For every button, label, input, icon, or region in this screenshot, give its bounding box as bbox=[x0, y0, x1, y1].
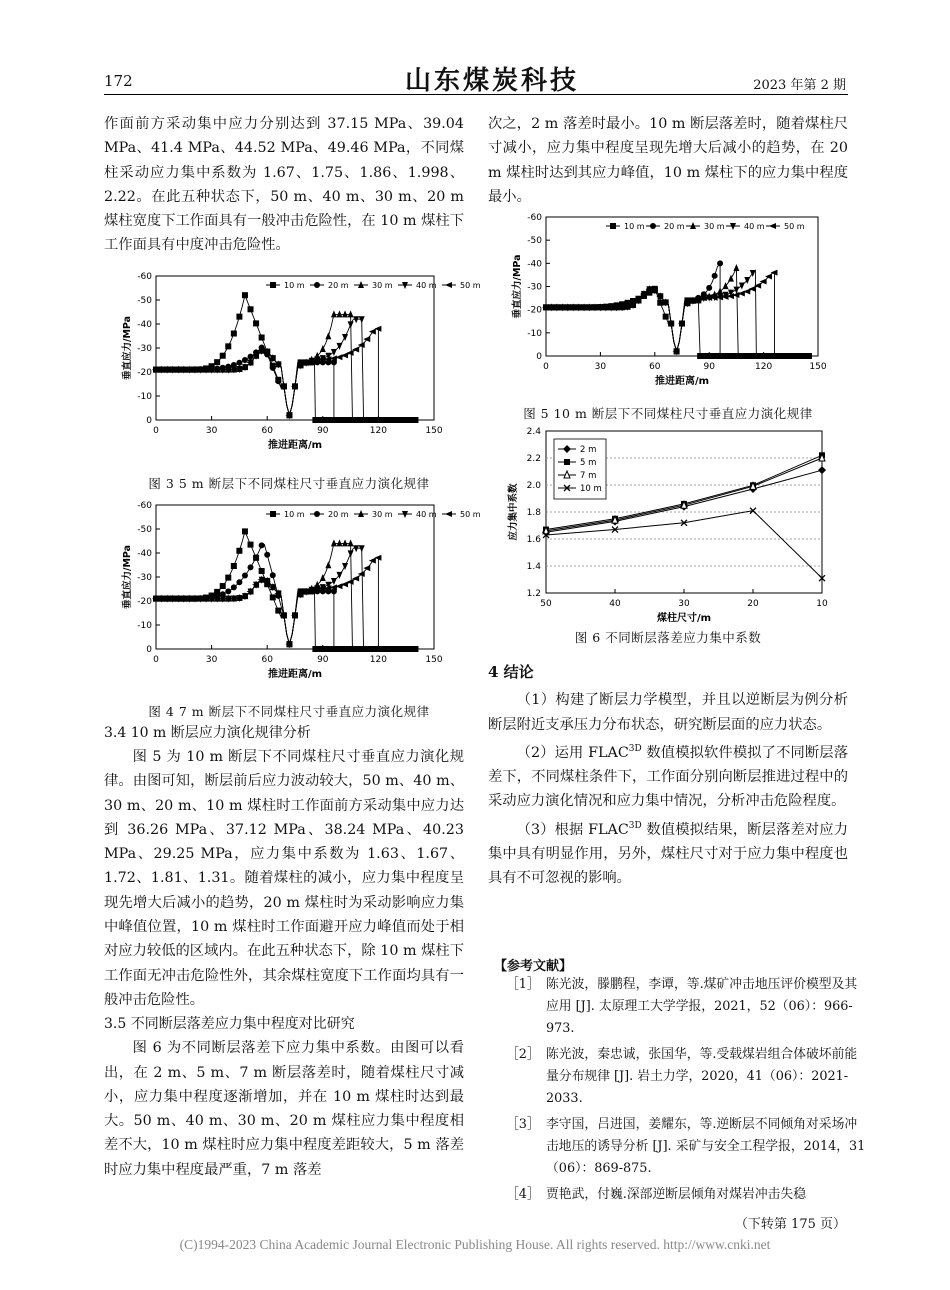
y-tick-label: -30 bbox=[137, 344, 152, 354]
x-tick-label: 120 bbox=[369, 655, 387, 665]
x-tick-label: 40 bbox=[609, 599, 621, 609]
y-tick-label: -60 bbox=[137, 272, 152, 282]
data-point bbox=[236, 579, 242, 585]
data-point bbox=[363, 336, 370, 342]
x-tick-label: 60 bbox=[649, 362, 661, 372]
data-point bbox=[236, 314, 242, 320]
figure-4-caption: 图 4 7 m 断层下不同煤柱尺寸垂直应力演化规律 bbox=[148, 704, 430, 719]
legend-label: 30 m bbox=[372, 281, 393, 290]
data-point bbox=[325, 332, 331, 339]
x-tick-label: 120 bbox=[369, 426, 387, 436]
y-tick-label: 0 bbox=[536, 352, 542, 362]
y-tick-label: 2.4 bbox=[526, 427, 541, 437]
data-point bbox=[353, 545, 359, 552]
zero-point bbox=[806, 353, 812, 359]
zero-point bbox=[412, 417, 418, 423]
copyright-footer: (C)1994-2023 China Academic Journal Electronic Publishing House. All rights reserved. http://www.cnki.net bbox=[179, 1237, 771, 1252]
data-point bbox=[225, 575, 231, 581]
y-tick-label: -30 bbox=[137, 573, 152, 583]
x-tick-label: 90 bbox=[703, 362, 715, 372]
figure-6-caption: 图 6 不同断层落差应力集中系数 bbox=[574, 630, 762, 645]
legend-label: 10 m bbox=[580, 484, 602, 494]
x-tick-label: 30 bbox=[205, 655, 218, 665]
left-para-1 bbox=[104, 112, 464, 258]
data-point bbox=[231, 584, 237, 590]
data-point bbox=[320, 345, 326, 352]
data-point bbox=[236, 360, 242, 366]
paragraph: 图 5 为 10 m 断层下不同煤柱尺寸垂直应力演化规律。由图可知，断层前后应力波动较大，50 m、40 m、30 m、20 m、10 m 煤柱时工作面前方采动集中应力达到 36.26 MPa、37.12 MPa、38.24 MPa、40.23 MPa、29.25 MPa，应力集中系数为 1.63、1.67、1.72、1.81、1.31。随着煤柱的减小，应力集中程度呈现先增大后减小的趋势，20 m 煤柱时为采动影响应力集中峰值位置，10 m 煤柱时工作面避开应力峰值而处于相对应力较低的区域内。在此五种状态下，除 10 m 煤柱下工作面无冲击危险性外，其余煤柱宽度下工作面均具有一般冲击危险性。 bbox=[104, 749, 464, 1008]
series-line bbox=[546, 289, 700, 356]
x-tick-label: 150 bbox=[425, 655, 443, 665]
plot-frame bbox=[546, 217, 818, 356]
data-point bbox=[253, 554, 259, 560]
plot-frame bbox=[156, 505, 434, 649]
data-point bbox=[818, 466, 826, 474]
y-tick-label: -60 bbox=[527, 213, 542, 223]
x-axis-label: 推进距离/m bbox=[654, 376, 710, 387]
data-point bbox=[331, 349, 337, 356]
reference-item: ［1］ 陈光波，滕鹏程，李谭，等.煤矿冲击地压评价模型及其应用 [J]. 太原理工大学学报，2021，52（06）：966-973. bbox=[506, 977, 858, 1036]
y-tick-label: -10 bbox=[527, 328, 542, 339]
x-axis-label: 推进距离/m bbox=[267, 669, 323, 680]
references-title: 【参考文献】 bbox=[494, 959, 573, 974]
right-para-1 bbox=[488, 112, 848, 209]
data-point bbox=[331, 539, 337, 546]
data-point bbox=[270, 365, 276, 371]
data-point bbox=[259, 335, 265, 341]
legend-marker bbox=[270, 511, 276, 517]
data-point bbox=[248, 306, 254, 312]
legend-label: 2 m bbox=[580, 445, 597, 455]
data-point bbox=[657, 300, 663, 306]
data-point bbox=[248, 542, 254, 548]
header-rule bbox=[104, 94, 848, 95]
y-tick-label: -20 bbox=[137, 368, 152, 378]
data-point bbox=[363, 565, 370, 571]
continued-note: （下转第 175 页） bbox=[734, 1217, 846, 1232]
data-point bbox=[348, 539, 354, 546]
y-tick-label: -60 bbox=[137, 501, 152, 511]
legend-label: 10 m bbox=[284, 281, 305, 290]
y-tick-label: -50 bbox=[527, 236, 542, 247]
reference-item: ［4］ 贾艳武，付巍.深部逆断层倾角对煤岩冲击失稳 bbox=[506, 1187, 807, 1202]
data-point bbox=[253, 320, 259, 326]
data-point bbox=[231, 331, 237, 337]
data-point bbox=[275, 378, 281, 384]
legend-marker bbox=[314, 511, 320, 517]
y-tick-label: 0 bbox=[146, 645, 152, 655]
data-point bbox=[336, 310, 342, 317]
x-tick-label: 0 bbox=[543, 362, 549, 372]
page-number: 172 bbox=[104, 72, 133, 90]
data-point bbox=[342, 539, 348, 546]
legend-label: 50 m bbox=[460, 510, 481, 519]
y-tick-label: -20 bbox=[527, 305, 542, 316]
data-point bbox=[331, 578, 337, 585]
legend-marker bbox=[610, 223, 616, 229]
zero-point bbox=[412, 646, 418, 652]
issue-label: 2023 年第 2 期 bbox=[753, 78, 846, 93]
x-axis-label: 推进距离/m bbox=[267, 440, 323, 451]
x-tick-label: 20 bbox=[747, 599, 759, 609]
series-line bbox=[546, 270, 756, 356]
series-line bbox=[546, 511, 822, 578]
legend-label: 10 m bbox=[284, 510, 305, 519]
legend-label: 20 m bbox=[328, 510, 349, 519]
x-tick-label: 30 bbox=[205, 426, 218, 436]
y-tick-label: -30 bbox=[527, 282, 542, 293]
figure-4-chart bbox=[104, 497, 481, 697]
x-tick-label: 150 bbox=[425, 426, 443, 436]
y-tick-label: 2.2 bbox=[526, 454, 541, 464]
data-point bbox=[733, 264, 739, 271]
data-point bbox=[264, 552, 270, 558]
section-heading: 4 结论 bbox=[488, 663, 534, 681]
y-tick-label: -40 bbox=[137, 549, 152, 559]
data-point bbox=[270, 572, 276, 578]
y-tick-label: 1.8 bbox=[526, 508, 541, 518]
x-tick-label: 150 bbox=[809, 362, 827, 372]
y-tick-label: -20 bbox=[137, 597, 152, 607]
data-point bbox=[225, 343, 231, 349]
data-point bbox=[717, 260, 723, 266]
y-tick-label: 1.6 bbox=[526, 535, 541, 545]
data-point bbox=[242, 528, 248, 534]
legend-label: 50 m bbox=[460, 281, 481, 290]
data-point bbox=[348, 321, 354, 328]
data-point bbox=[320, 574, 326, 581]
figure-5-caption: 图 5 10 m 断层下不同煤柱尺寸垂直应力演化规律 bbox=[523, 406, 813, 421]
paragraph: （3）根据 $FLAC^{3D}$ 数值模拟结果，断层落差对应力集中具有明显作用，另外，煤柱尺寸对于应力集中程度也具有不可忽视的影响。 bbox=[488, 820, 848, 886]
left-section-3-4 bbox=[104, 721, 464, 1182]
data-point bbox=[242, 292, 248, 298]
legend-label: 30 m bbox=[372, 510, 393, 519]
data-point bbox=[231, 563, 237, 569]
y-tick-label: -40 bbox=[527, 259, 542, 270]
right-conclusions bbox=[488, 660, 848, 890]
section-heading: 3.4 10 m 断层应力演化规律分析 bbox=[104, 725, 311, 741]
y-tick-label: 0 bbox=[146, 416, 152, 426]
y-tick-label: -10 bbox=[137, 392, 152, 402]
series-line bbox=[156, 295, 315, 420]
data-point bbox=[712, 273, 718, 279]
legend-marker bbox=[314, 282, 320, 288]
data-point bbox=[242, 357, 248, 363]
series-line bbox=[546, 268, 738, 356]
legend-marker bbox=[650, 223, 656, 229]
y-tick-label: 1.4 bbox=[526, 562, 541, 572]
x-tick-label: 50 bbox=[540, 599, 552, 609]
paragraph: （1）构建了断层力学模型，并且以逆断层为例分析断层附近支承压力分布状态，研究断层面的应力状态。 bbox=[488, 692, 848, 733]
data-point bbox=[214, 359, 220, 365]
data-point bbox=[325, 561, 331, 568]
figure-3-caption: 图 3 5 m 断层下不同煤柱尺寸垂直应力演化规律 bbox=[148, 476, 430, 491]
legend-label: 40 m bbox=[744, 222, 765, 231]
legend-marker bbox=[445, 511, 452, 517]
data-point bbox=[259, 542, 265, 548]
figure-3-chart bbox=[104, 268, 481, 468]
x-tick-label: 120 bbox=[755, 362, 773, 372]
y-tick-label: 2.0 bbox=[526, 481, 541, 491]
legend-label: 30 m bbox=[704, 222, 725, 231]
data-point bbox=[236, 548, 242, 554]
data-point bbox=[270, 594, 276, 600]
data-point bbox=[765, 274, 772, 280]
data-point bbox=[706, 285, 712, 291]
data-point bbox=[663, 314, 669, 320]
legend-label: 7 m bbox=[580, 471, 597, 481]
data-point bbox=[342, 310, 348, 317]
data-point bbox=[225, 588, 231, 594]
legend-label: 50 m bbox=[784, 222, 805, 231]
figure-5-chart bbox=[488, 213, 848, 403]
x-tick-label: 0 bbox=[153, 426, 159, 436]
y-axis-label: 应力集中系数 bbox=[508, 483, 519, 541]
x-tick-label: 90 bbox=[317, 426, 329, 436]
legend-label: 40 m bbox=[416, 510, 437, 519]
x-axis-label: 煤柱尺寸/m bbox=[656, 613, 712, 624]
x-tick-label: 90 bbox=[317, 655, 329, 665]
series-line bbox=[156, 558, 378, 649]
x-tick-label: 60 bbox=[261, 655, 273, 665]
legend-label: 20 m bbox=[664, 222, 685, 231]
y-axis-label: 垂直应力/MPa bbox=[512, 254, 523, 319]
data-point bbox=[331, 310, 337, 317]
series-line bbox=[156, 329, 378, 420]
data-point bbox=[348, 310, 354, 317]
data-point bbox=[275, 608, 281, 614]
data-point bbox=[348, 550, 354, 557]
x-tick-label: 30 bbox=[678, 599, 690, 609]
x-tick-label: 10 bbox=[816, 599, 828, 609]
plot-frame bbox=[156, 276, 434, 420]
data-point bbox=[369, 558, 376, 564]
legend-label: 10 m bbox=[624, 222, 645, 231]
data-point bbox=[259, 568, 265, 574]
legend-label: 5 m bbox=[580, 458, 597, 468]
legend-label: 40 m bbox=[416, 281, 437, 290]
data-point bbox=[336, 539, 342, 546]
data-point bbox=[359, 545, 365, 552]
y-tick-label: -50 bbox=[137, 296, 152, 306]
x-tick-label: 60 bbox=[261, 426, 273, 436]
y-tick-label: -40 bbox=[137, 320, 152, 330]
data-point bbox=[353, 316, 359, 323]
data-point bbox=[739, 282, 745, 289]
reference-item: ［2］ 陈光波，秦忠诚，张国华，等.受载煤岩组合体破坏前能量分布规律 [J]. 岩土力学，2020，41（06）：2021-2033. bbox=[506, 1047, 858, 1106]
data-point bbox=[220, 583, 226, 589]
legend-label: 20 m bbox=[328, 281, 349, 290]
data-point bbox=[248, 564, 254, 570]
y-tick-label: -10 bbox=[137, 621, 152, 631]
series-line bbox=[156, 531, 315, 649]
journal-logo: 山东煤炭科技 bbox=[405, 66, 580, 96]
data-point bbox=[744, 277, 750, 284]
y-tick-label: 1.2 bbox=[526, 589, 541, 599]
paragraph: （2）运用 $FLAC^{3D}$ 数值模拟软件模拟了不同断层落差下，不同煤柱条件下，工作面分别向断层推进过程中的采动应力演化情况和应力集中情况，分析冲击危险程度。 bbox=[488, 743, 848, 810]
figure-6-chart bbox=[488, 423, 848, 623]
paragraph: 次之，2 m 落差时最小。10 m 断层落差时，随着煤柱尺寸减小，应力集中程度呈现先增大后减小的趋势，在 20 m 煤柱时达到其应力峰值，10 m 煤柱下的应力集中程度最小。 bbox=[488, 116, 848, 205]
data-point bbox=[359, 316, 365, 323]
data-point bbox=[369, 329, 376, 335]
x-tick-label: 30 bbox=[594, 362, 607, 372]
legend-marker bbox=[270, 282, 276, 288]
legend-marker bbox=[445, 282, 452, 288]
data-point bbox=[220, 353, 226, 359]
legend-marker bbox=[769, 223, 776, 229]
paragraph: 作面前方采动集中应力分别达到 37.15 MPa、39.04 MPa、41.4 MPa、44.52 MPa、49.46 MPa，不同煤柱采动应力集中系数为 1.67、1.75、1.86、1.998、2.22。在此五种状态下，50 m、40 m、30 m、20 m 煤柱宽度下工作面具有一般冲击危险性，在 10 m 煤柱下工作面具有中度冲击危险性。 bbox=[104, 116, 464, 254]
paragraph: 图 6 为不同断层落差下应力集中系数。由图可以看出，在 2 m、5 m、7 m 断层落差时，随着煤柱尺寸减小，应力集中程度逐渐增加，并在 10 m 煤柱时达到最大。50 m、40 m、30 m、20 m 煤柱应力集中程度相差不大，10 m 煤柱时应力集中程度差距较大，5 m 落差时应力集中程度最严重，7 m 落差 bbox=[104, 1040, 464, 1178]
section-heading: 3.5 不同断层落差应力集中程度对比研究 bbox=[104, 1016, 355, 1033]
x-tick-label: 0 bbox=[153, 655, 159, 665]
y-axis-label: 垂直应力/MPa bbox=[122, 544, 133, 610]
y-tick-label: -50 bbox=[137, 525, 152, 535]
y-axis-label: 垂直应力/MPa bbox=[122, 315, 133, 381]
reference-item: ［3］ 李守国，吕进国，姜耀东，等.逆断层不同倾角对采场冲击地压的诱导分析 [J]. 采矿与安全工程学报，2014，31（06）：869-875. bbox=[506, 1117, 866, 1176]
data-point bbox=[242, 573, 248, 579]
legend-marker bbox=[564, 459, 570, 465]
